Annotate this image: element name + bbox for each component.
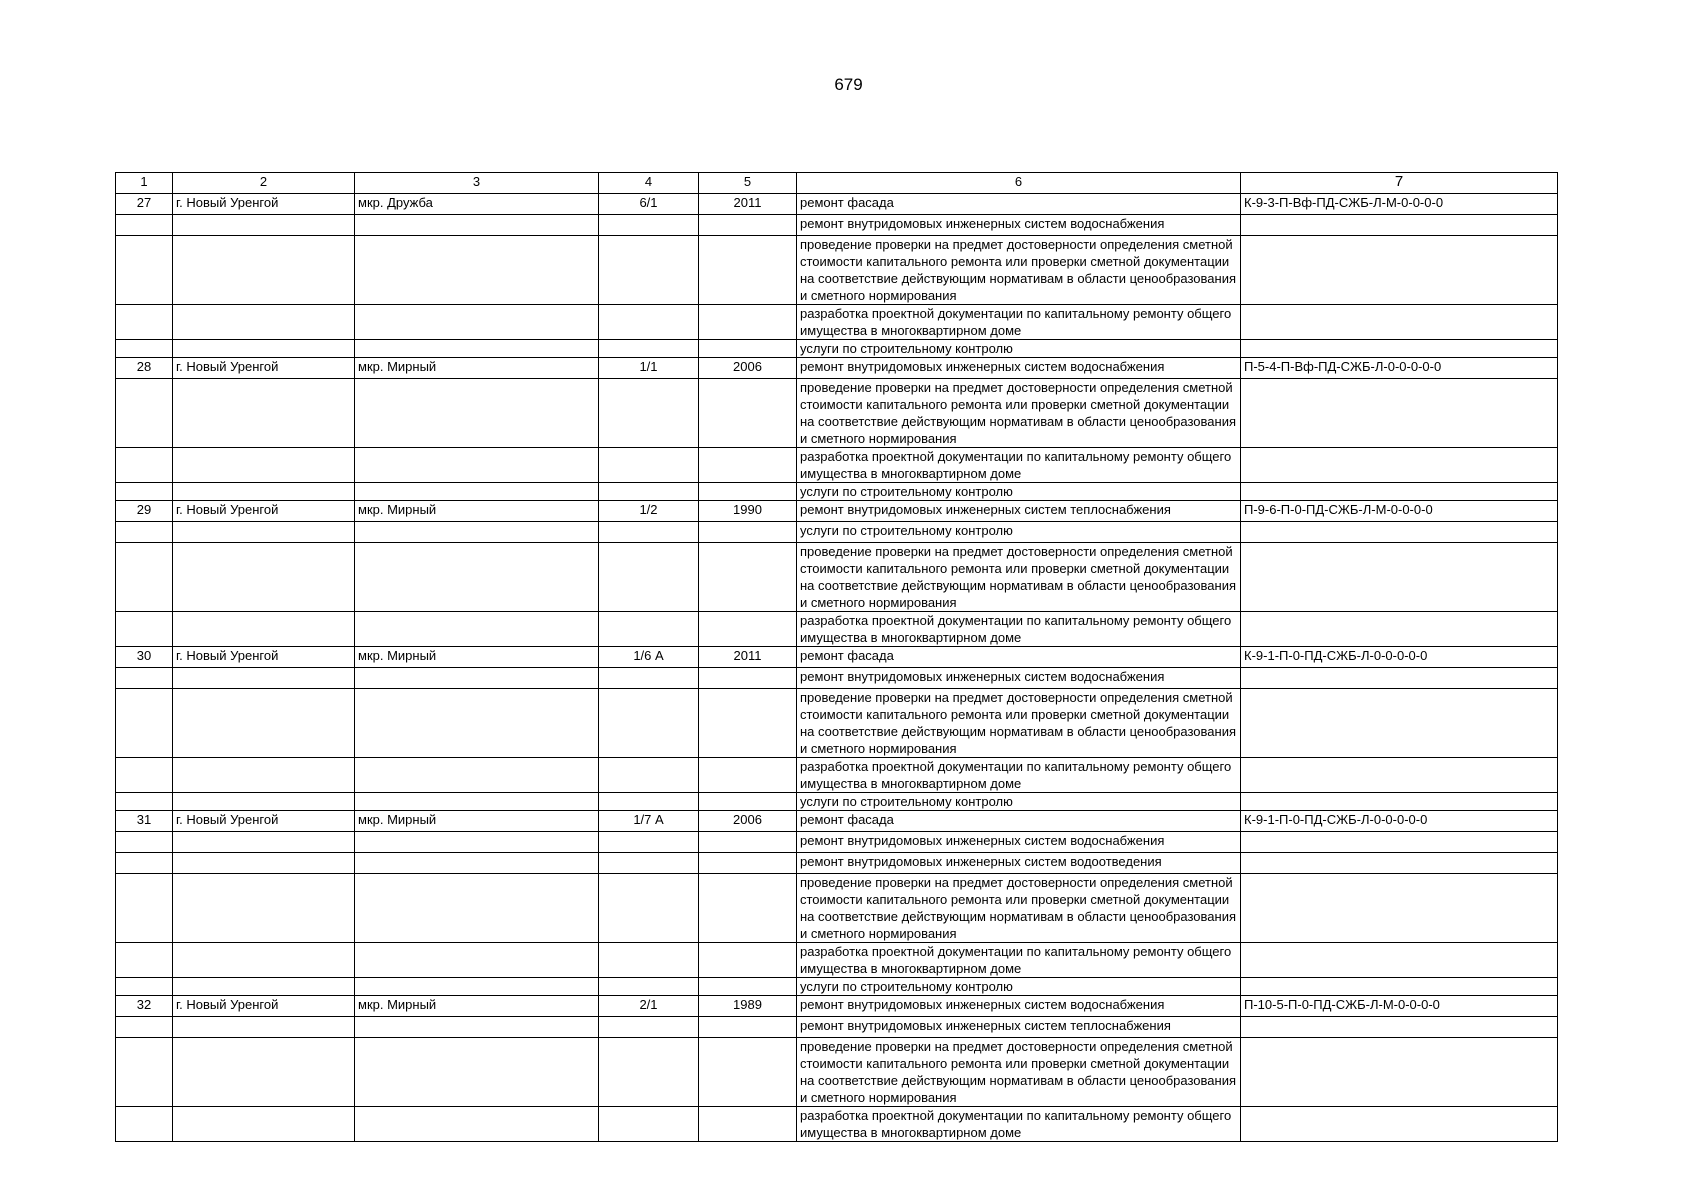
street-cell bbox=[355, 215, 599, 236]
street-cell bbox=[355, 832, 599, 853]
page-number: 679 bbox=[834, 75, 863, 94]
table-row bbox=[116, 522, 1558, 543]
house-number-cell: 1/1 bbox=[599, 358, 699, 379]
street-cell: мкр. Мирный bbox=[355, 647, 599, 668]
city-cell bbox=[173, 543, 355, 612]
city-cell bbox=[173, 668, 355, 689]
house-number-cell: 2/1 bbox=[599, 996, 699, 1017]
city-cell: г. Новый Уренгой bbox=[173, 811, 355, 832]
house-number-cell bbox=[599, 853, 699, 874]
year-cell bbox=[699, 978, 797, 996]
repair-program-table bbox=[115, 172, 1558, 1142]
row-number bbox=[116, 793, 173, 811]
row-number: 29 bbox=[116, 501, 173, 522]
work-type-cell: ремонт внутридомовых инженерных систем теплоснабжения bbox=[797, 1017, 1241, 1038]
house-number-cell bbox=[599, 215, 699, 236]
house-number-cell: 1/2 bbox=[599, 501, 699, 522]
row-number bbox=[116, 874, 173, 943]
street-cell bbox=[355, 874, 599, 943]
year-cell bbox=[699, 215, 797, 236]
year-cell: 2011 bbox=[699, 647, 797, 668]
work-type-cell: проведение проверки на предмет достоверности определения сметной стоимости капитального ремонта или проверки сметной документации на соответствие действующим нормативам в области ценообразования и сметного нормирования bbox=[797, 874, 1241, 943]
row-number bbox=[116, 832, 173, 853]
year-cell: 1989 bbox=[699, 996, 797, 1017]
year-cell: 2011 bbox=[699, 194, 797, 215]
table-row bbox=[116, 1107, 1558, 1142]
city-cell bbox=[173, 978, 355, 996]
building-code-cell: К-9-3-П-Вф-ПД-СЖБ-Л-М-0-0-0-0 bbox=[1241, 194, 1558, 215]
building-code-cell bbox=[1241, 758, 1558, 793]
year-cell bbox=[699, 943, 797, 978]
header-cell-5: 5 bbox=[699, 173, 797, 194]
street-cell bbox=[355, 1017, 599, 1038]
row-number bbox=[116, 758, 173, 793]
house-number-cell bbox=[599, 1107, 699, 1142]
table-row bbox=[116, 483, 1558, 501]
building-code-cell bbox=[1241, 978, 1558, 996]
street-cell bbox=[355, 689, 599, 758]
city-cell bbox=[173, 522, 355, 543]
building-code-cell bbox=[1241, 543, 1558, 612]
work-type-cell: ремонт фасада bbox=[797, 194, 1241, 215]
year-cell bbox=[699, 853, 797, 874]
row-number: 31 bbox=[116, 811, 173, 832]
row-number bbox=[116, 448, 173, 483]
street-cell: мкр. Мирный bbox=[355, 501, 599, 522]
row-number bbox=[116, 1017, 173, 1038]
row-number bbox=[116, 483, 173, 501]
city-cell bbox=[173, 874, 355, 943]
year-cell: 1990 bbox=[699, 501, 797, 522]
house-number-cell: 6/1 bbox=[599, 194, 699, 215]
year-cell bbox=[699, 448, 797, 483]
house-number-cell bbox=[599, 1017, 699, 1038]
city-cell: г. Новый Уренгой bbox=[173, 194, 355, 215]
building-code-cell: К-9-1-П-0-ПД-СЖБ-Л-0-0-0-0-0 bbox=[1241, 647, 1558, 668]
house-number-cell bbox=[599, 379, 699, 448]
header-cell-6: 6 bbox=[797, 173, 1241, 194]
table-row bbox=[116, 668, 1558, 689]
table-row bbox=[116, 379, 1558, 448]
building-code-cell bbox=[1241, 448, 1558, 483]
house-number-cell bbox=[599, 874, 699, 943]
table-row bbox=[116, 543, 1558, 612]
year-cell bbox=[699, 483, 797, 501]
city-cell bbox=[173, 612, 355, 647]
work-type-cell: ремонт внутридомовых инженерных систем водоснабжения bbox=[797, 668, 1241, 689]
city-cell bbox=[173, 1038, 355, 1107]
year-cell bbox=[699, 758, 797, 793]
year-cell bbox=[699, 522, 797, 543]
table-row bbox=[116, 832, 1558, 853]
street-cell bbox=[355, 543, 599, 612]
work-type-cell: ремонт фасада bbox=[797, 811, 1241, 832]
work-type-cell: услуги по строительному контролю bbox=[797, 483, 1241, 501]
row-number: 28 bbox=[116, 358, 173, 379]
street-cell bbox=[355, 1038, 599, 1107]
city-cell bbox=[173, 305, 355, 340]
building-code-cell bbox=[1241, 874, 1558, 943]
work-type-cell: услуги по строительному контролю bbox=[797, 522, 1241, 543]
house-number-cell bbox=[599, 448, 699, 483]
row-number bbox=[116, 978, 173, 996]
street-cell bbox=[355, 668, 599, 689]
work-type-cell: ремонт внутридомовых инженерных систем водоснабжения bbox=[797, 358, 1241, 379]
building-code-cell bbox=[1241, 832, 1558, 853]
street-cell bbox=[355, 853, 599, 874]
header-cell-7: 7 bbox=[1241, 173, 1558, 194]
street-cell: мкр. Мирный bbox=[355, 358, 599, 379]
street-cell bbox=[355, 1107, 599, 1142]
street-cell bbox=[355, 483, 599, 501]
year-cell bbox=[699, 379, 797, 448]
street-cell bbox=[355, 758, 599, 793]
house-number-cell bbox=[599, 305, 699, 340]
year-cell bbox=[699, 305, 797, 340]
table-row bbox=[116, 501, 1558, 522]
city-cell bbox=[173, 483, 355, 501]
building-code-cell bbox=[1241, 1107, 1558, 1142]
row-number bbox=[116, 668, 173, 689]
city-cell: г. Новый Уренгой bbox=[173, 647, 355, 668]
table-row bbox=[116, 811, 1558, 832]
table-row bbox=[116, 874, 1558, 943]
street-cell bbox=[355, 340, 599, 358]
header-cell-4: 4 bbox=[599, 173, 699, 194]
street-cell bbox=[355, 612, 599, 647]
house-number-cell bbox=[599, 483, 699, 501]
building-code-cell bbox=[1241, 793, 1558, 811]
street-cell bbox=[355, 522, 599, 543]
year-cell bbox=[699, 1017, 797, 1038]
work-type-cell: ремонт внутридомовых инженерных систем водоснабжения bbox=[797, 996, 1241, 1017]
work-type-cell: разработка проектной документации по капитальному ремонту общего имущества в многоквартирном доме bbox=[797, 612, 1241, 647]
house-number-cell bbox=[599, 668, 699, 689]
table-row bbox=[116, 853, 1558, 874]
house-number-cell bbox=[599, 689, 699, 758]
house-number-cell bbox=[599, 978, 699, 996]
street-cell bbox=[355, 978, 599, 996]
table-row bbox=[116, 194, 1558, 215]
year-cell bbox=[699, 832, 797, 853]
city-cell bbox=[173, 793, 355, 811]
work-type-cell: ремонт внутридомовых инженерных систем водоснабжения bbox=[797, 215, 1241, 236]
street-cell bbox=[355, 793, 599, 811]
table-row bbox=[116, 305, 1558, 340]
table-row bbox=[116, 647, 1558, 668]
house-number-cell bbox=[599, 236, 699, 305]
city-cell bbox=[173, 215, 355, 236]
work-type-cell: разработка проектной документации по капитальному ремонту общего имущества в многоквартирном доме bbox=[797, 448, 1241, 483]
city-cell bbox=[173, 1017, 355, 1038]
year-cell: 2006 bbox=[699, 811, 797, 832]
table-row bbox=[116, 358, 1558, 379]
work-type-cell: ремонт внутридомовых инженерных систем водоотведения bbox=[797, 853, 1241, 874]
building-code-cell: П-10-5-П-0-ПД-СЖБ-Л-М-0-0-0-0 bbox=[1241, 996, 1558, 1017]
city-cell bbox=[173, 379, 355, 448]
building-code-cell bbox=[1241, 1038, 1558, 1107]
street-cell: мкр. Мирный bbox=[355, 811, 599, 832]
row-number bbox=[116, 379, 173, 448]
row-number: 30 bbox=[116, 647, 173, 668]
building-code-cell bbox=[1241, 340, 1558, 358]
work-type-cell: проведение проверки на предмет достоверности определения сметной стоимости капитального ремонта или проверки сметной документации на соответствие действующим нормативам в области ценообразования и сметного нормирования bbox=[797, 689, 1241, 758]
year-cell bbox=[699, 668, 797, 689]
row-number bbox=[116, 543, 173, 612]
work-type-cell: услуги по строительному контролю bbox=[797, 340, 1241, 358]
table-row bbox=[116, 689, 1558, 758]
table-row bbox=[116, 1038, 1558, 1107]
work-type-cell: услуги по строительному контролю bbox=[797, 793, 1241, 811]
row-number bbox=[116, 943, 173, 978]
city-cell bbox=[173, 689, 355, 758]
work-type-cell: проведение проверки на предмет достоверности определения сметной стоимости капитального ремонта или проверки сметной документации на соответствие действующим нормативам в области ценообразования и сметного нормирования bbox=[797, 543, 1241, 612]
street-cell bbox=[355, 448, 599, 483]
row-number bbox=[116, 305, 173, 340]
building-code-cell: П-9-6-П-0-ПД-СЖБ-Л-М-0-0-0-0 bbox=[1241, 501, 1558, 522]
row-number bbox=[116, 215, 173, 236]
house-number-cell bbox=[599, 340, 699, 358]
work-type-cell: ремонт фасада bbox=[797, 647, 1241, 668]
street-cell bbox=[355, 305, 599, 340]
row-number bbox=[116, 1038, 173, 1107]
street-cell: мкр. Мирный bbox=[355, 996, 599, 1017]
work-type-cell: разработка проектной документации по капитальному ремонту общего имущества в многоквартирном доме bbox=[797, 943, 1241, 978]
building-code-cell bbox=[1241, 215, 1558, 236]
house-number-cell bbox=[599, 1038, 699, 1107]
street-cell bbox=[355, 236, 599, 305]
house-number-cell bbox=[599, 612, 699, 647]
building-code-cell bbox=[1241, 1017, 1558, 1038]
row-number bbox=[116, 853, 173, 874]
header-cell-1: 1 bbox=[116, 173, 173, 194]
work-type-cell: ремонт внутридомовых инженерных систем водоснабжения bbox=[797, 832, 1241, 853]
building-code-cell bbox=[1241, 379, 1558, 448]
row-number bbox=[116, 689, 173, 758]
street-cell bbox=[355, 379, 599, 448]
city-cell: г. Новый Уренгой bbox=[173, 358, 355, 379]
house-number-cell bbox=[599, 758, 699, 793]
table-row bbox=[116, 612, 1558, 647]
work-type-cell: разработка проектной документации по капитальному ремонту общего имущества в многоквартирном доме bbox=[797, 1107, 1241, 1142]
building-code-cell bbox=[1241, 689, 1558, 758]
house-number-cell: 1/6 А bbox=[599, 647, 699, 668]
building-code-cell bbox=[1241, 853, 1558, 874]
street-cell: мкр. Дружба bbox=[355, 194, 599, 215]
year-cell bbox=[699, 1107, 797, 1142]
row-number bbox=[116, 612, 173, 647]
year-cell bbox=[699, 1038, 797, 1107]
work-type-cell: разработка проектной документации по капитальному ремонту общего имущества в многоквартирном доме bbox=[797, 305, 1241, 340]
city-cell bbox=[173, 236, 355, 305]
table-row bbox=[116, 793, 1558, 811]
table-row bbox=[116, 448, 1558, 483]
work-type-cell: услуги по строительному контролю bbox=[797, 978, 1241, 996]
year-cell bbox=[699, 340, 797, 358]
city-cell bbox=[173, 832, 355, 853]
work-type-cell: проведение проверки на предмет достоверности определения сметной стоимости капитального ремонта или проверки сметной документации на соответствие действующим нормативам в области ценообразования и сметного нормирования bbox=[797, 1038, 1241, 1107]
year-cell bbox=[699, 236, 797, 305]
year-cell: 2006 bbox=[699, 358, 797, 379]
house-number-cell bbox=[599, 543, 699, 612]
city-cell: г. Новый Уренгой bbox=[173, 996, 355, 1017]
street-cell bbox=[355, 943, 599, 978]
city-cell bbox=[173, 853, 355, 874]
year-cell bbox=[699, 543, 797, 612]
building-code-cell: К-9-1-П-0-ПД-СЖБ-Л-0-0-0-0-0 bbox=[1241, 811, 1558, 832]
building-code-cell bbox=[1241, 236, 1558, 305]
row-number bbox=[116, 1107, 173, 1142]
table-row bbox=[116, 340, 1558, 358]
year-cell bbox=[699, 793, 797, 811]
house-number-cell: 1/7 А bbox=[599, 811, 699, 832]
row-number bbox=[116, 236, 173, 305]
row-number bbox=[116, 522, 173, 543]
table-row bbox=[116, 978, 1558, 996]
header-cell-3: 3 bbox=[355, 173, 599, 194]
header-row bbox=[116, 173, 1558, 194]
building-code-cell bbox=[1241, 612, 1558, 647]
table-row bbox=[116, 758, 1558, 793]
city-cell bbox=[173, 758, 355, 793]
building-code-cell bbox=[1241, 943, 1558, 978]
city-cell bbox=[173, 1107, 355, 1142]
city-cell: г. Новый Уренгой bbox=[173, 501, 355, 522]
work-type-cell: проведение проверки на предмет достоверности определения сметной стоимости капитального ремонта или проверки сметной документации на соответствие действующим нормативам в области ценообразования и сметного нормирования bbox=[797, 236, 1241, 305]
row-number: 27 bbox=[116, 194, 173, 215]
row-number: 32 bbox=[116, 996, 173, 1017]
city-cell bbox=[173, 943, 355, 978]
city-cell bbox=[173, 340, 355, 358]
building-code-cell bbox=[1241, 305, 1558, 340]
work-type-cell: ремонт внутридомовых инженерных систем теплоснабжения bbox=[797, 501, 1241, 522]
building-code-cell bbox=[1241, 668, 1558, 689]
building-code-cell bbox=[1241, 483, 1558, 501]
year-cell bbox=[699, 612, 797, 647]
house-number-cell bbox=[599, 522, 699, 543]
year-cell bbox=[699, 874, 797, 943]
house-number-cell bbox=[599, 793, 699, 811]
work-type-cell: проведение проверки на предмет достоверности определения сметной стоимости капитального ремонта или проверки сметной документации на соответствие действующим нормативам в области ценообразования и сметного нормирования bbox=[797, 379, 1241, 448]
table-row bbox=[116, 1017, 1558, 1038]
house-number-cell bbox=[599, 943, 699, 978]
year-cell bbox=[699, 689, 797, 758]
city-cell bbox=[173, 448, 355, 483]
building-code-cell bbox=[1241, 522, 1558, 543]
table-row bbox=[116, 996, 1558, 1017]
building-code-cell: П-5-4-П-Вф-ПД-СЖБ-Л-0-0-0-0-0 bbox=[1241, 358, 1558, 379]
table-row bbox=[116, 943, 1558, 978]
table-row bbox=[116, 236, 1558, 305]
work-type-cell: разработка проектной документации по капитальному ремонту общего имущества в многоквартирном доме bbox=[797, 758, 1241, 793]
header-cell-2: 2 bbox=[173, 173, 355, 194]
row-number bbox=[116, 340, 173, 358]
table-row bbox=[116, 215, 1558, 236]
house-number-cell bbox=[599, 832, 699, 853]
